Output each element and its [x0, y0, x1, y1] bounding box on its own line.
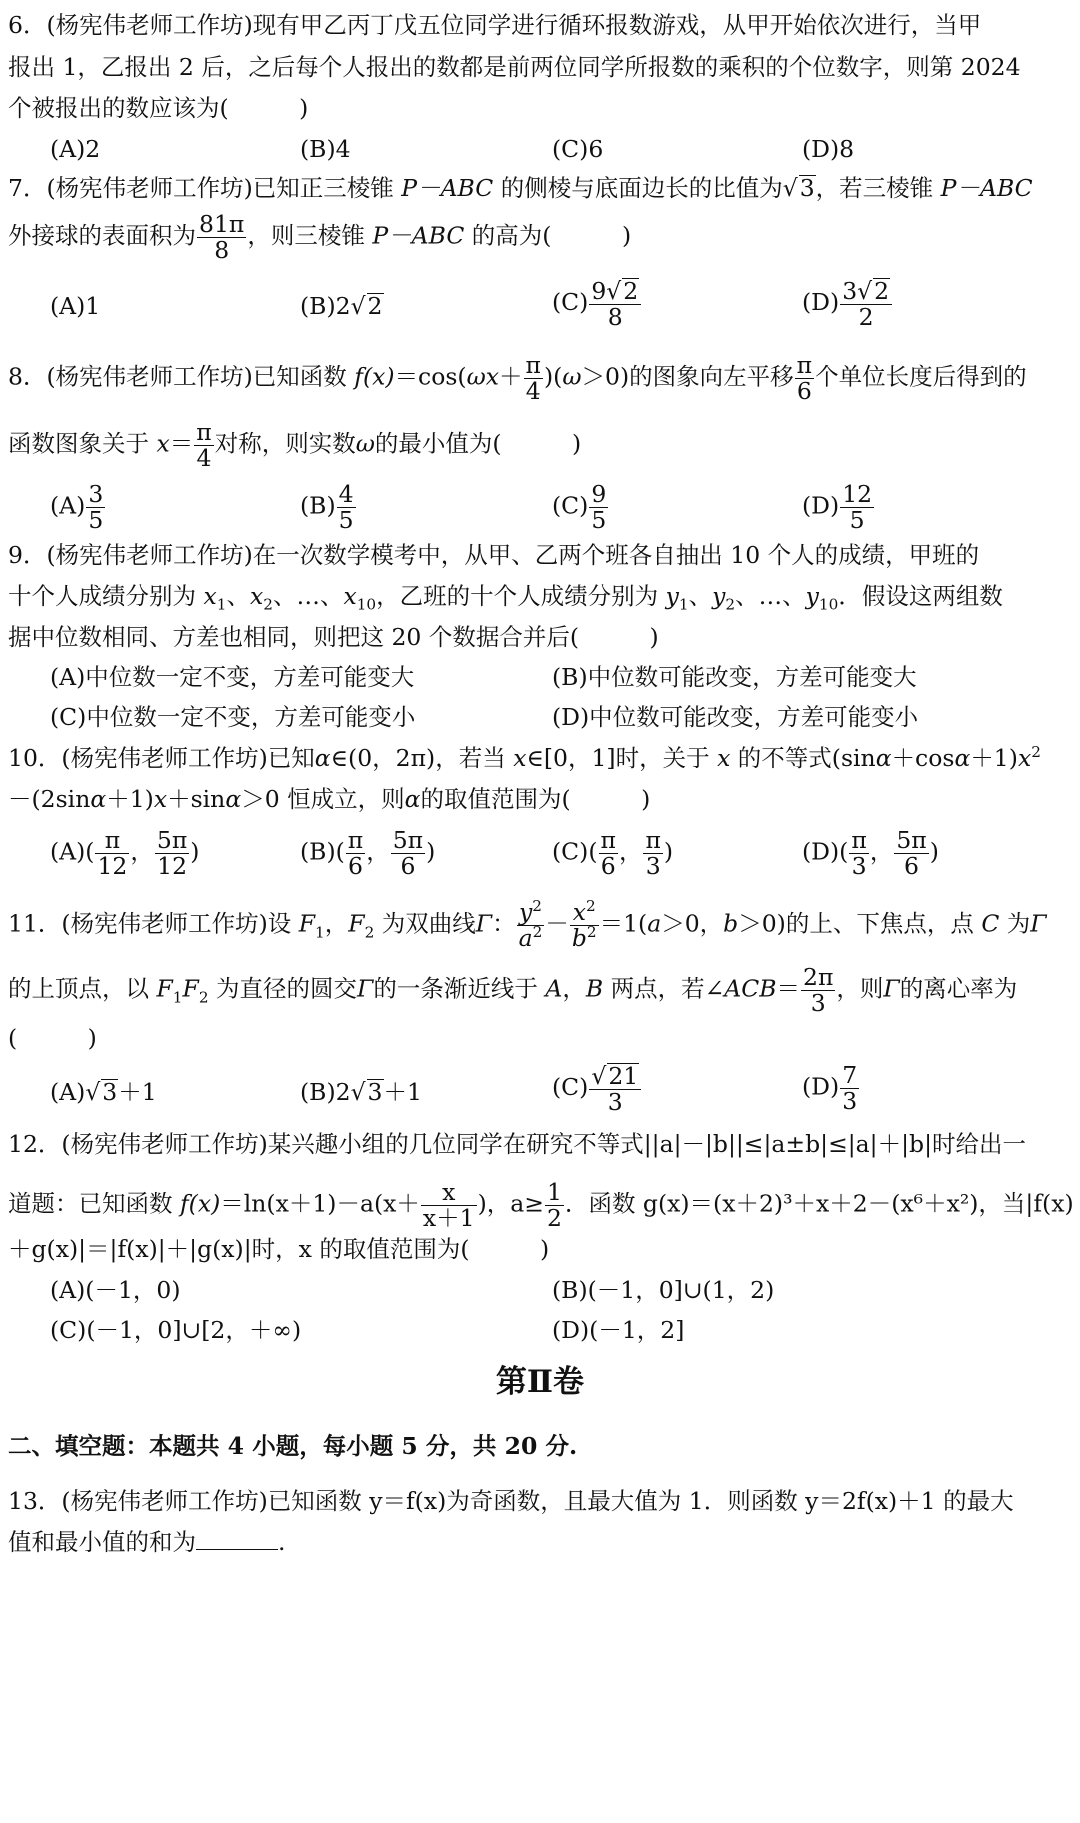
- q6-line-2: 报出 1，乙报出 2 后，之后每个人报出的数都是前两位同学所报数的乘积的个位数字，则第 2024: [8, 53, 1021, 81]
- q12-line-1: 12．(杨宪伟老师工作坊)某兴趣小组的几位同学在研究不等式||a|－|b||≤|a±b|≤|a|＋|b|时给出一: [8, 1130, 1026, 1158]
- q9-option-b[interactable]: (B)中位数可能改变，方差可能变大: [552, 663, 917, 691]
- q10-option-b[interactable]: (B)( $\frac{\pi}{6}$ ， $\frac{5\pi}{6}$ ): [300, 826, 436, 880]
- q10-line-2: －(2sinα＋1)x＋sinα＞0 恒成立，则α的取值范围为( ): [8, 785, 651, 813]
- q8-option-c[interactable]: (C) $\frac{9}{5}$: [552, 480, 607, 534]
- q9-option-d[interactable]: (D)中位数可能改变，方差可能变小: [552, 703, 919, 731]
- q6-line-1: 6．(杨宪伟老师工作坊)现有甲乙丙丁戊五位同学进行循环报数游戏，从甲开始依次进行，当甲: [8, 11, 982, 39]
- q6-line-3: 个被报出的数应该为( ): [8, 94, 309, 122]
- q11-line-2: 的上顶点，以 $F_1F_2$ 为直径的圆交Γ的一条渐近线于 A，B 两点，若∠ACB＝ $\frac{2\pi}{3}$ ，则Γ的离心率为: [8, 963, 1018, 1017]
- q10-line-1: 10．(杨宪伟老师工作坊)已知α∈(0，2π)，若当 x∈[0，1]时，关于 x 的不等式$(\sin\alpha+\cos\alpha+1)x^2$: [8, 743, 1041, 772]
- q12-option-d[interactable]: (D)(－1，2]: [552, 1316, 685, 1344]
- fill-in-section-heading: 二、填空题：本题共 4 小题，每小题 5 分，共 20 分.: [8, 1432, 578, 1460]
- q11-option-a[interactable]: (A)√3＋1: [50, 1078, 157, 1106]
- q8-line-2: 函数图象关于 x＝ $\frac{\pi}{4}$ 对称，则实数ω的最小值为( ): [8, 418, 582, 472]
- q12-line-2: 道题：已知函数 f(x)＝ln(x＋1)－a(x＋ $\frac{x}{x+1}$ )，a≥ $\frac{1}{2}$ ．函数 g(x)＝(x＋2)³＋x＋2－(x⁶＋x²)，当|f(x): [8, 1178, 1074, 1232]
- q10-option-d[interactable]: (D)( $\frac{\pi}{3}$ ， $\frac{5\pi}{6}$ ): [802, 826, 939, 880]
- q7-option-c[interactable]: (C) $\frac{9√2}{8}$: [552, 278, 642, 329]
- q8-option-d[interactable]: (D) $\frac{12}{5}$: [802, 480, 873, 534]
- q7-option-a[interactable]: (A)1: [50, 292, 101, 320]
- q8-option-a[interactable]: (A) $\frac{3}{5}$: [50, 480, 104, 534]
- q6-option-d[interactable]: (D)8: [802, 135, 855, 163]
- q9-line-3: 据中位数相同、方差也相同，则把这 20 个数据合并后( ): [8, 623, 659, 651]
- q12-option-b[interactable]: (B)(－1，0]∪(1，2): [552, 1276, 775, 1304]
- q11-option-b[interactable]: (B)2√3＋1: [300, 1078, 422, 1106]
- q6-option-a[interactable]: (A)2: [50, 135, 101, 163]
- q13-line-1: 13．(杨宪伟老师工作坊)已知函数 y＝f(x)为奇函数，且最大值为 1．则函数 y＝2f(x)＋1 的最大: [8, 1487, 1014, 1515]
- q7-option-b[interactable]: (B)2√2: [300, 292, 383, 320]
- q10-option-c[interactable]: (C)( $\frac{\pi}{6}$ ， $\frac{\pi}{3}$ ): [552, 826, 674, 880]
- q9-line-1: 9．(杨宪伟老师工作坊)在一次数学模考中，从甲、乙两个班各自抽出 10 个人的成绩，甲班的: [8, 541, 980, 569]
- q9-line-2: 十个人成绩分别为 $x_1$、$x_2$、…、$x_{10}$，乙班的十个人成绩分别为 $y_1$、$y_2$、…、$y_{10}$．假设这两组数: [8, 582, 1003, 614]
- q11-option-c[interactable]: (C) $\frac{√21}{3}$: [552, 1063, 642, 1114]
- q12-option-a[interactable]: (A)(－1，0): [50, 1276, 181, 1304]
- q13-answer-blank[interactable]: [196, 1549, 278, 1550]
- q12-option-c[interactable]: (C)(－1，0]∪[2，＋∞): [50, 1316, 302, 1344]
- q7-option-d[interactable]: (D) $\frac{3√2}{2}$: [802, 278, 893, 329]
- q11-line-1: 11．(杨宪伟老师工作坊)设 $F_1$，$F_2$ 为双曲线Γ： $\frac{y^2}{a^2}$ － $\frac{x^2}{b^2}$ ＝1(a＞0，b＞0)的上、下焦点，点 C 为Γ: [8, 897, 1047, 952]
- part-2-title: 第Ⅱ卷: [495, 1364, 585, 1400]
- q7-area-fraction: $\frac{81\pi}{8}$: [199, 210, 245, 264]
- q11-option-d[interactable]: (D) $\frac{7}{3}$: [802, 1061, 858, 1115]
- q8-line-1: 8．(杨宪伟老师工作坊)已知函数 f(x)＝cos(ωx＋ $\frac{\pi}{4}$ )(ω＞0)的图象向左平移 $\frac{\pi}{6}$ 个单位长度后得到的: [8, 351, 1027, 405]
- q8-option-b[interactable]: (B) $\frac{4}{5}$: [300, 480, 354, 534]
- q10-option-a[interactable]: (A)( $\frac{\pi}{12}$ ， $\frac{5\pi}{12}$ ): [50, 826, 200, 880]
- q7-line-1: 7．(杨宪伟老师工作坊)已知正三棱锥 P－ABC 的侧棱与底面边长的比值为√3，若三棱锥 P－ABC: [8, 174, 1033, 202]
- q6-option-c[interactable]: (C)6: [552, 135, 604, 163]
- q12-line-3: ＋g(x)|＝|f(x)|＋|g(x)|时，x 的取值范围为( ): [8, 1235, 550, 1263]
- q7-line-2: 外接球的表面积为 $\frac{81\pi}{8}$ ，则三棱锥 P－ABC 的高为( ): [8, 210, 632, 264]
- q9-option-c[interactable]: (C)中位数一定不变，方差可能变小: [50, 703, 416, 731]
- q9-option-a[interactable]: (A)中位数一定不变，方差可能变大: [50, 663, 415, 691]
- q13-line-2: 值和最小值的和为 .: [8, 1528, 286, 1556]
- q11-line-3: ( ): [8, 1024, 97, 1052]
- q6-option-b[interactable]: (B)4: [300, 135, 351, 163]
